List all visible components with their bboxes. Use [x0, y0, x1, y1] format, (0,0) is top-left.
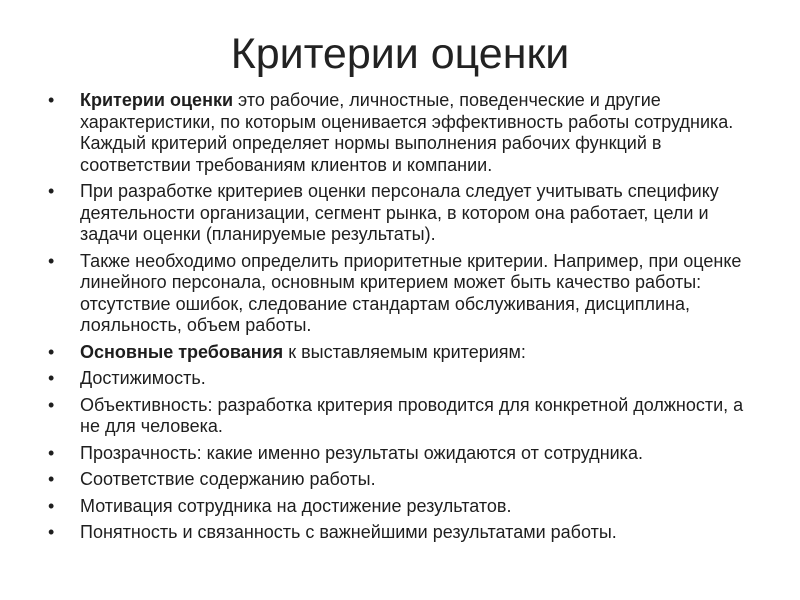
list-item [48, 251, 760, 337]
bullet-icon: • [48, 250, 55, 271]
item-text: При разработке критериев оценки персонала следует учитывать специфику деятельности организации, сегмент рынка, в котором она работает, цели и задачи оценки (планируемые результаты). [80, 181, 719, 244]
bullet-icon: • [48, 90, 55, 110]
item-bold-text: Критерии оценки [80, 90, 234, 110]
item-text: Мотивация сотрудника на достижение результатов. [80, 495, 512, 516]
item-text: Также необходимо определить приоритетные критерии. Например, при оценке линейного персонала, основным критерием может быть качество работы: отсутствие ошибок, следование стандартам обслуживания, дисциплина, лояльность, объем работы. [80, 250, 742, 335]
slide-title: Критерии оценки [230, 30, 570, 78]
item-text: Прозрачность: какие именно результаты ожидаются от сотрудника. [80, 442, 643, 463]
bullet-icon: • [48, 442, 55, 463]
bullet-list [48, 90, 760, 549]
bullet-icon: • [48, 341, 55, 362]
list-item [48, 90, 760, 176]
item-text: Достижимость. [80, 368, 206, 388]
list-item [48, 522, 760, 544]
list-item [48, 395, 760, 438]
list-item [48, 368, 760, 390]
list-item [48, 342, 760, 364]
list-item [48, 469, 760, 491]
bullet-icon: • [48, 394, 55, 415]
list-item [48, 181, 760, 246]
list-item [48, 443, 760, 465]
item-text: Соответствие содержанию работы. [80, 469, 376, 489]
bullet-icon: • [48, 368, 55, 388]
item-text: Объективность: разработка критерия проводится для конкретной должности, а не для человека. [80, 394, 744, 436]
list-item [48, 496, 760, 518]
bullet-icon: • [48, 181, 55, 201]
item-text: это рабочие, личностные, поведенческие и другие характеристики, по которым оценивается эффективность работы сотрудника. Каждый критерий определяет нормы выполнения рабочих функций в соответствии требованиям клиентов и компании. [80, 90, 734, 175]
item-text: Понятность и связанность с важнейшими результатами работы. [80, 522, 617, 542]
bullet-icon: • [48, 469, 55, 489]
bullet-icon: • [48, 495, 55, 516]
item-bold-text: Основные требования [80, 341, 284, 362]
item-text: к выставляемым критериям: [283, 341, 526, 362]
bullet-icon: • [48, 522, 55, 542]
